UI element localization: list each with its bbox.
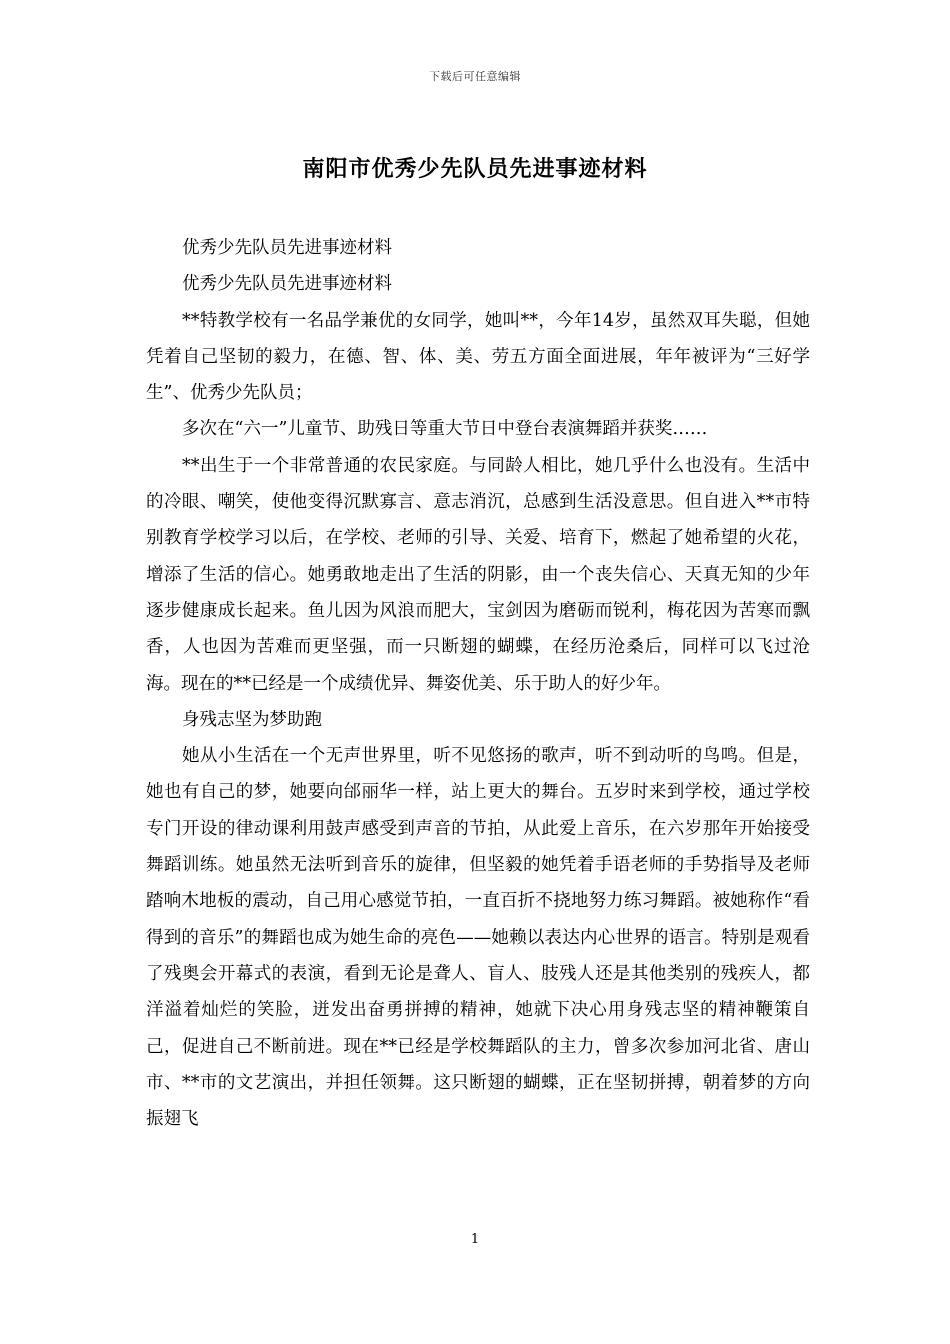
page-number: 1: [470, 1232, 480, 1247]
section-heading: 身残志坚为梦助跑: [182, 709, 322, 730]
paragraph: **出生于一个非常普通的农民家庭。与同龄人相比，她几乎什么也没有。生活中的冷眼、嘲笑，使他变得沉默寡言、意志消沉，总感到生活没意思。但自进入**市特别教育学校学习以后，在学校、老师的引导、关爱、培育下，燃起了她希望的火花，增添了生活的信心。她勇敢地走出了生活的阴影，由一个丧失信心、天真无知的少年逐步健康成长起来。鱼儿因为风浪而肥大，宝剑因为磨砺而锐利，梅花因为苦寒而飘香，人也因为苦难而更坚强，而一只断翅的蝴蝶，在经历沧桑后，同样可以飞过沧海。现在的**已经是一个成绩优异、舞姿优美、乐于助人的好少年。: [146, 455, 810, 694]
header-note: 下载后可任意编辑: [429, 70, 521, 83]
document-title: 南阳市优秀少先队员先进事迹材料: [302, 156, 648, 182]
paragraph: 优秀少先队员先进事迹材料: [182, 238, 392, 258]
paragraph: 多次在“六一”儿童节、助残日等重大节日中登台表演舞蹈并获奖……: [182, 419, 708, 440]
paragraph: 她从小生活在一个无声世界里，听不见悠扬的歌声，听不到动听的鸟鸣。但是，她也有自己的梦，她要向邰丽华一样，站上更大的舞台。五岁时来到学校，通过学校专门开设的律动课利用鼓声感受到声音的节拍，从此爱上音乐，在六岁那年开始接受舞蹈训练。她虽然无法听到音乐的旋律，但坚毅的她凭着手语老师的手势指导及老师踏响木地板的震动，自己用心感觉节拍，一直百折不挠地努力练习舞蹈。被她称作“看得到的音乐”的舞蹈也成为她生命的亮色——她赖以表达内心世界的语言。特别是观看了残奥会开幕式的表演，看到无论是聋人、盲人、肢残人还是其他类别的残疾人，都洋溢着灿烂的笑脸，迸发出奋勇拼搏的精神，她就下决心用身残志坚的精神鞭策自己，促进自己不断前进。现在**已经是学校舞蹈队的主力，曾多次参加河北省、唐山市、**市的文艺演出，并担任领舞。这只断翅的蝴蝶，正在坚韧拼搏，朝着梦的方向振翅飞: [146, 746, 810, 1130]
document-body: [146, 230, 810, 1137]
paragraph: **特教学校有一名品学兼优的女同学，她叫**，今年14岁，虽然双耳失聪，但她凭着自己坚韧的毅力，在德、智、体、美、劳五方面全面进展，年年被评为“三好学生”、优秀少先队员；: [146, 310, 810, 404]
paragraph: 优秀少先队员先进事迹材料: [182, 274, 392, 295]
